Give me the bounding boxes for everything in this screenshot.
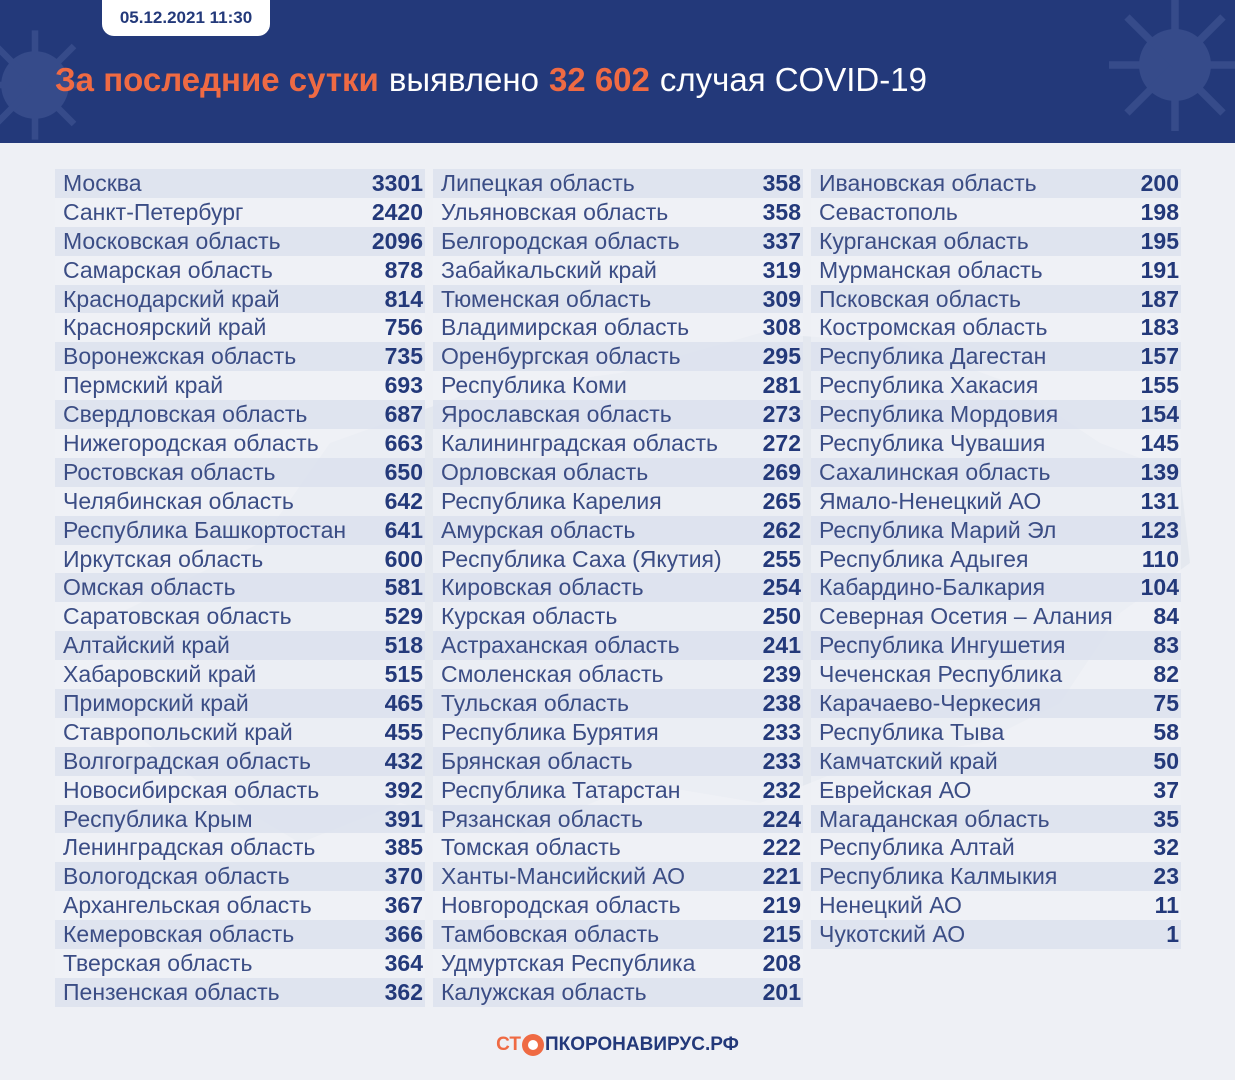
case-count: 600 bbox=[384, 545, 423, 572]
table-row bbox=[55, 371, 425, 400]
case-count: 157 bbox=[1140, 343, 1179, 370]
table-row bbox=[433, 313, 803, 342]
region-name: Смоленская область bbox=[441, 661, 664, 688]
case-count: 308 bbox=[762, 314, 801, 341]
region-name: Омская область bbox=[63, 574, 236, 601]
case-count: 224 bbox=[762, 805, 801, 832]
table-row bbox=[433, 660, 803, 689]
logo-text-end: ПКОРОНАВИРУС.РФ bbox=[544, 1034, 739, 1055]
case-count: 145 bbox=[1140, 429, 1179, 456]
region-name: Тульская область bbox=[441, 689, 630, 716]
case-count: 255 bbox=[762, 545, 801, 572]
case-count: 515 bbox=[384, 661, 423, 688]
region-name: Кировская область bbox=[441, 574, 644, 601]
region-name: Псковская область bbox=[819, 285, 1021, 312]
case-count: 391 bbox=[384, 805, 423, 832]
case-count: 273 bbox=[762, 401, 801, 428]
table-row bbox=[433, 949, 803, 978]
case-count: 23 bbox=[1153, 863, 1179, 890]
table-row bbox=[811, 602, 1181, 631]
title-case-count: 32 602 bbox=[548, 61, 650, 98]
table-row bbox=[55, 400, 425, 429]
case-count: 663 bbox=[384, 429, 423, 456]
footer-logo bbox=[0, 1030, 1235, 1060]
case-count: 131 bbox=[1140, 487, 1179, 514]
table-row bbox=[433, 371, 803, 400]
region-name: Нижегородская область bbox=[63, 429, 319, 456]
table-row bbox=[433, 342, 803, 371]
table-row bbox=[811, 371, 1181, 400]
case-count: 364 bbox=[384, 949, 423, 976]
region-name: Забайкальский край bbox=[441, 256, 657, 283]
case-count: 262 bbox=[762, 516, 801, 543]
region-name: Республика Чувашия bbox=[819, 429, 1046, 456]
region-name: Сахалинская область bbox=[819, 458, 1051, 485]
region-name: Саратовская область bbox=[63, 603, 292, 630]
table-row bbox=[433, 862, 803, 891]
table-row bbox=[811, 458, 1181, 487]
region-name: Московская область bbox=[63, 227, 281, 254]
table-row bbox=[433, 573, 803, 602]
region-name: Томская область bbox=[441, 834, 621, 861]
case-count: 32 bbox=[1153, 834, 1179, 861]
region-name: Республика Карелия bbox=[441, 487, 662, 514]
table-row bbox=[811, 891, 1181, 920]
region-name: Чеченская Республика bbox=[819, 661, 1063, 688]
table-row bbox=[433, 631, 803, 660]
table-row bbox=[433, 256, 803, 285]
region-name: Рязанская область bbox=[441, 805, 643, 832]
table-row bbox=[55, 631, 425, 660]
case-count: 233 bbox=[762, 747, 801, 774]
region-name: Кабардино-Балкария bbox=[819, 574, 1046, 601]
case-count: 233 bbox=[762, 718, 801, 745]
region-name: Камчатский край bbox=[819, 747, 998, 774]
case-count: 3301 bbox=[371, 169, 423, 196]
region-name: Республика Башкортостан bbox=[63, 516, 347, 543]
table-row bbox=[433, 833, 803, 862]
region-name: Костромская область bbox=[819, 314, 1048, 341]
table-row bbox=[55, 198, 425, 227]
region-name: Тверская область bbox=[63, 949, 253, 976]
region-name: Ярославская область bbox=[441, 401, 672, 428]
table-row bbox=[55, 833, 425, 862]
region-name: Северная Осетия – Алания bbox=[819, 603, 1113, 630]
table-row bbox=[811, 776, 1181, 805]
case-count: 735 bbox=[384, 343, 423, 370]
region-name: Новосибирская область bbox=[63, 776, 320, 803]
region-name: Республика Татарстан bbox=[441, 776, 681, 803]
case-count: 518 bbox=[384, 632, 423, 659]
region-name: Владимирская область bbox=[441, 314, 690, 341]
case-count: 878 bbox=[384, 256, 423, 283]
case-count: 75 bbox=[1153, 689, 1179, 716]
table-row bbox=[433, 285, 803, 314]
case-count: 35 bbox=[1153, 805, 1179, 832]
logo-text-start: СТ bbox=[496, 1034, 521, 1055]
case-count: 370 bbox=[384, 863, 423, 890]
table-row bbox=[811, 198, 1181, 227]
region-name: Еврейская АО bbox=[819, 776, 972, 803]
region-name: Москва bbox=[63, 169, 142, 196]
case-count: 687 bbox=[384, 401, 423, 428]
case-count: 82 bbox=[1153, 661, 1179, 688]
case-count: 281 bbox=[762, 372, 801, 399]
region-name: Республика Мордовия bbox=[819, 401, 1059, 428]
case-count: 208 bbox=[762, 949, 801, 976]
case-count: 37 bbox=[1153, 776, 1179, 803]
case-count: 432 bbox=[384, 747, 423, 774]
region-name: Республика Адыгея bbox=[819, 545, 1029, 572]
region-name: Республика Марий Эл bbox=[819, 516, 1057, 543]
table-row bbox=[433, 198, 803, 227]
table-row bbox=[811, 227, 1181, 256]
case-count: 269 bbox=[762, 458, 801, 485]
case-count: 366 bbox=[384, 921, 423, 948]
table-row bbox=[433, 602, 803, 631]
table-row bbox=[811, 573, 1181, 602]
case-count: 642 bbox=[384, 487, 423, 514]
case-count: 2420 bbox=[371, 198, 423, 225]
region-name: Архангельская область bbox=[63, 892, 312, 919]
case-count: 84 bbox=[1153, 603, 1179, 630]
case-count: 2096 bbox=[371, 227, 423, 254]
table-row bbox=[55, 776, 425, 805]
table-row bbox=[433, 891, 803, 920]
case-count: 362 bbox=[384, 978, 423, 1005]
table-row bbox=[55, 978, 425, 1007]
case-count: 295 bbox=[762, 343, 801, 370]
case-count: 222 bbox=[762, 834, 801, 861]
virus-icon bbox=[522, 1034, 544, 1056]
case-count: 104 bbox=[1140, 574, 1179, 601]
date-badge: 05.12.2021 11:30 bbox=[102, 0, 270, 36]
case-count: 123 bbox=[1140, 516, 1179, 543]
table-row bbox=[55, 256, 425, 285]
region-name: Новгородская область bbox=[441, 892, 681, 919]
table-row bbox=[811, 747, 1181, 776]
region-name: Хабаровский край bbox=[63, 661, 257, 688]
case-count: 385 bbox=[384, 834, 423, 861]
case-count: 221 bbox=[762, 863, 801, 890]
region-name: Орловская область bbox=[441, 458, 649, 485]
case-count: 232 bbox=[762, 776, 801, 803]
region-name: Севастополь bbox=[819, 198, 958, 225]
region-name: Республика Саха (Якутия) bbox=[441, 545, 722, 572]
case-count: 319 bbox=[762, 256, 801, 283]
region-name: Ямало-Ненецкий АО bbox=[819, 487, 1042, 514]
region-column-2 bbox=[433, 169, 803, 1007]
table-row bbox=[55, 660, 425, 689]
table-row bbox=[55, 573, 425, 602]
region-name: Белгородская область bbox=[441, 227, 680, 254]
region-name: Ненецкий АО bbox=[819, 892, 962, 919]
region-name: Волгоградская область bbox=[63, 747, 311, 774]
table-row bbox=[811, 285, 1181, 314]
case-count: 756 bbox=[384, 314, 423, 341]
case-count: 215 bbox=[762, 921, 801, 948]
table-row bbox=[55, 920, 425, 949]
region-name: Алтайский край bbox=[63, 632, 230, 659]
table-row bbox=[55, 747, 425, 776]
table-row bbox=[811, 862, 1181, 891]
table-row bbox=[433, 978, 803, 1007]
case-count: 154 bbox=[1140, 401, 1179, 428]
table-row bbox=[811, 833, 1181, 862]
case-count: 198 bbox=[1140, 198, 1179, 225]
region-name: Тамбовская область bbox=[441, 921, 660, 948]
table-row bbox=[811, 920, 1181, 949]
page-title bbox=[55, 56, 937, 104]
case-count: 465 bbox=[384, 689, 423, 716]
table-row bbox=[433, 516, 803, 545]
case-count: 337 bbox=[762, 227, 801, 254]
region-name: Вологодская область bbox=[63, 863, 290, 890]
case-count: 50 bbox=[1153, 747, 1179, 774]
table-row bbox=[811, 169, 1181, 198]
table-row bbox=[433, 545, 803, 574]
region-name: Калининградская область bbox=[441, 429, 718, 456]
case-count: 581 bbox=[384, 574, 423, 601]
table-row bbox=[55, 487, 425, 516]
table-row bbox=[433, 776, 803, 805]
case-count: 83 bbox=[1153, 632, 1179, 659]
table-row bbox=[811, 689, 1181, 718]
region-name: Пензенская область bbox=[63, 978, 280, 1005]
case-count: 219 bbox=[762, 892, 801, 919]
table-row bbox=[811, 545, 1181, 574]
table-row bbox=[433, 689, 803, 718]
table-row bbox=[433, 400, 803, 429]
case-count: 200 bbox=[1140, 169, 1179, 196]
case-count: 239 bbox=[762, 661, 801, 688]
region-name: Пермский край bbox=[63, 372, 224, 399]
table-row bbox=[55, 545, 425, 574]
table-row bbox=[811, 805, 1181, 834]
table-row bbox=[433, 718, 803, 747]
table-row bbox=[811, 429, 1181, 458]
table-row bbox=[433, 458, 803, 487]
virus-decoration-icon bbox=[1100, 0, 1235, 140]
region-name: Иркутская область bbox=[63, 545, 264, 572]
region-name: Карачаево-Черкесия bbox=[819, 689, 1042, 716]
table-row bbox=[433, 429, 803, 458]
table-row bbox=[811, 718, 1181, 747]
region-name: Республика Хакасия bbox=[819, 372, 1039, 399]
table-row bbox=[811, 342, 1181, 371]
case-count: 358 bbox=[762, 169, 801, 196]
table-row bbox=[55, 342, 425, 371]
table-row bbox=[55, 285, 425, 314]
case-count: 241 bbox=[762, 632, 801, 659]
region-name: Республика Дагестан bbox=[819, 343, 1047, 370]
case-count: 187 bbox=[1140, 285, 1179, 312]
table-row bbox=[55, 169, 425, 198]
case-count: 814 bbox=[384, 285, 423, 312]
region-name: Мурманская область bbox=[819, 256, 1043, 283]
region-name: Амурская область bbox=[441, 516, 636, 543]
case-count: 183 bbox=[1140, 314, 1179, 341]
region-name: Республика Калмыкия bbox=[819, 863, 1058, 890]
region-name: Калужская область bbox=[441, 978, 647, 1005]
title-part-2: выявлено bbox=[388, 61, 539, 98]
table-row bbox=[433, 227, 803, 256]
case-count: 392 bbox=[384, 776, 423, 803]
region-name: Самарская область bbox=[63, 256, 273, 283]
case-count: 1 bbox=[1166, 921, 1179, 948]
table-row bbox=[811, 660, 1181, 689]
table-row bbox=[55, 805, 425, 834]
region-name: Республика Тыва bbox=[819, 718, 1005, 745]
case-count: 191 bbox=[1140, 256, 1179, 283]
region-name: Республика Крым bbox=[63, 805, 253, 832]
case-count: 195 bbox=[1140, 227, 1179, 254]
region-name: Астраханская область bbox=[441, 632, 680, 659]
region-name: Брянская область bbox=[441, 747, 633, 774]
region-name: Свердловская область bbox=[63, 401, 308, 428]
region-name: Оренбургская область bbox=[441, 343, 681, 370]
case-count: 110 bbox=[1141, 545, 1179, 572]
region-name: Магаданская область bbox=[819, 805, 1050, 832]
region-column-1 bbox=[55, 169, 425, 1007]
case-count: 155 bbox=[1140, 372, 1179, 399]
table-row bbox=[811, 313, 1181, 342]
case-count: 358 bbox=[762, 198, 801, 225]
region-name: Курганская область bbox=[819, 227, 1029, 254]
case-count: 265 bbox=[762, 487, 801, 514]
region-name: Краснодарский край bbox=[63, 285, 280, 312]
case-count: 641 bbox=[384, 516, 423, 543]
table-row bbox=[55, 949, 425, 978]
table-row bbox=[811, 516, 1181, 545]
table-row bbox=[55, 602, 425, 631]
region-name: Ульяновская область bbox=[441, 198, 669, 225]
case-count: 272 bbox=[762, 429, 801, 456]
case-count: 455 bbox=[384, 718, 423, 745]
region-name: Челябинская область bbox=[63, 487, 294, 514]
region-name: Республика Ингушетия bbox=[819, 632, 1066, 659]
region-name: Ростовская область bbox=[63, 458, 276, 485]
case-count: 650 bbox=[384, 458, 423, 485]
table-row bbox=[55, 458, 425, 487]
title-part-4: случая COVID-19 bbox=[659, 61, 927, 98]
region-name: Республика Коми bbox=[441, 372, 627, 399]
region-name: Республика Алтай bbox=[819, 834, 1015, 861]
case-count: 58 bbox=[1153, 718, 1179, 745]
table-row bbox=[811, 400, 1181, 429]
region-name: Ханты-Мансийский АО bbox=[441, 863, 686, 890]
region-name: Чукотский АО bbox=[819, 921, 966, 948]
region-name: Курская область bbox=[441, 603, 618, 630]
table-row bbox=[55, 862, 425, 891]
case-count: 139 bbox=[1140, 458, 1179, 485]
region-name: Красноярский край bbox=[63, 314, 267, 341]
table-row bbox=[811, 631, 1181, 660]
table-row bbox=[55, 516, 425, 545]
region-name: Санкт-Петербург bbox=[63, 198, 244, 225]
region-name: Ставропольский край bbox=[63, 718, 293, 745]
region-name: Ивановская область bbox=[819, 169, 1037, 196]
table-row bbox=[55, 689, 425, 718]
case-count: 367 bbox=[384, 892, 423, 919]
region-name: Республика Бурятия bbox=[441, 718, 659, 745]
case-count: 11 bbox=[1154, 892, 1179, 919]
header-banner bbox=[0, 0, 1235, 143]
region-name: Тюменская область bbox=[441, 285, 652, 312]
region-name: Кемеровская область bbox=[63, 921, 295, 948]
table-row bbox=[433, 747, 803, 776]
case-count: 201 bbox=[762, 978, 801, 1005]
table-row bbox=[55, 891, 425, 920]
title-part-1: За последние сутки bbox=[55, 61, 379, 98]
region-name: Ленинградская область bbox=[63, 834, 316, 861]
case-count: 529 bbox=[384, 603, 423, 630]
table-row bbox=[811, 256, 1181, 285]
case-count: 309 bbox=[762, 285, 801, 312]
case-count: 693 bbox=[384, 372, 423, 399]
table-row bbox=[55, 429, 425, 458]
region-name: Воронежская область bbox=[63, 343, 297, 370]
table-row bbox=[55, 718, 425, 747]
table-row bbox=[433, 920, 803, 949]
region-name: Удмуртская Республика bbox=[441, 949, 696, 976]
region-name: Липецкая область bbox=[441, 169, 635, 196]
case-count: 238 bbox=[762, 689, 801, 716]
table-row bbox=[55, 227, 425, 256]
table-row bbox=[433, 169, 803, 198]
region-column-3 bbox=[811, 169, 1181, 949]
table-row bbox=[433, 487, 803, 516]
table-row bbox=[811, 487, 1181, 516]
case-count: 254 bbox=[762, 574, 801, 601]
table-row bbox=[55, 313, 425, 342]
region-name: Приморский край bbox=[63, 689, 249, 716]
case-count: 250 bbox=[762, 603, 801, 630]
table-row bbox=[433, 805, 803, 834]
